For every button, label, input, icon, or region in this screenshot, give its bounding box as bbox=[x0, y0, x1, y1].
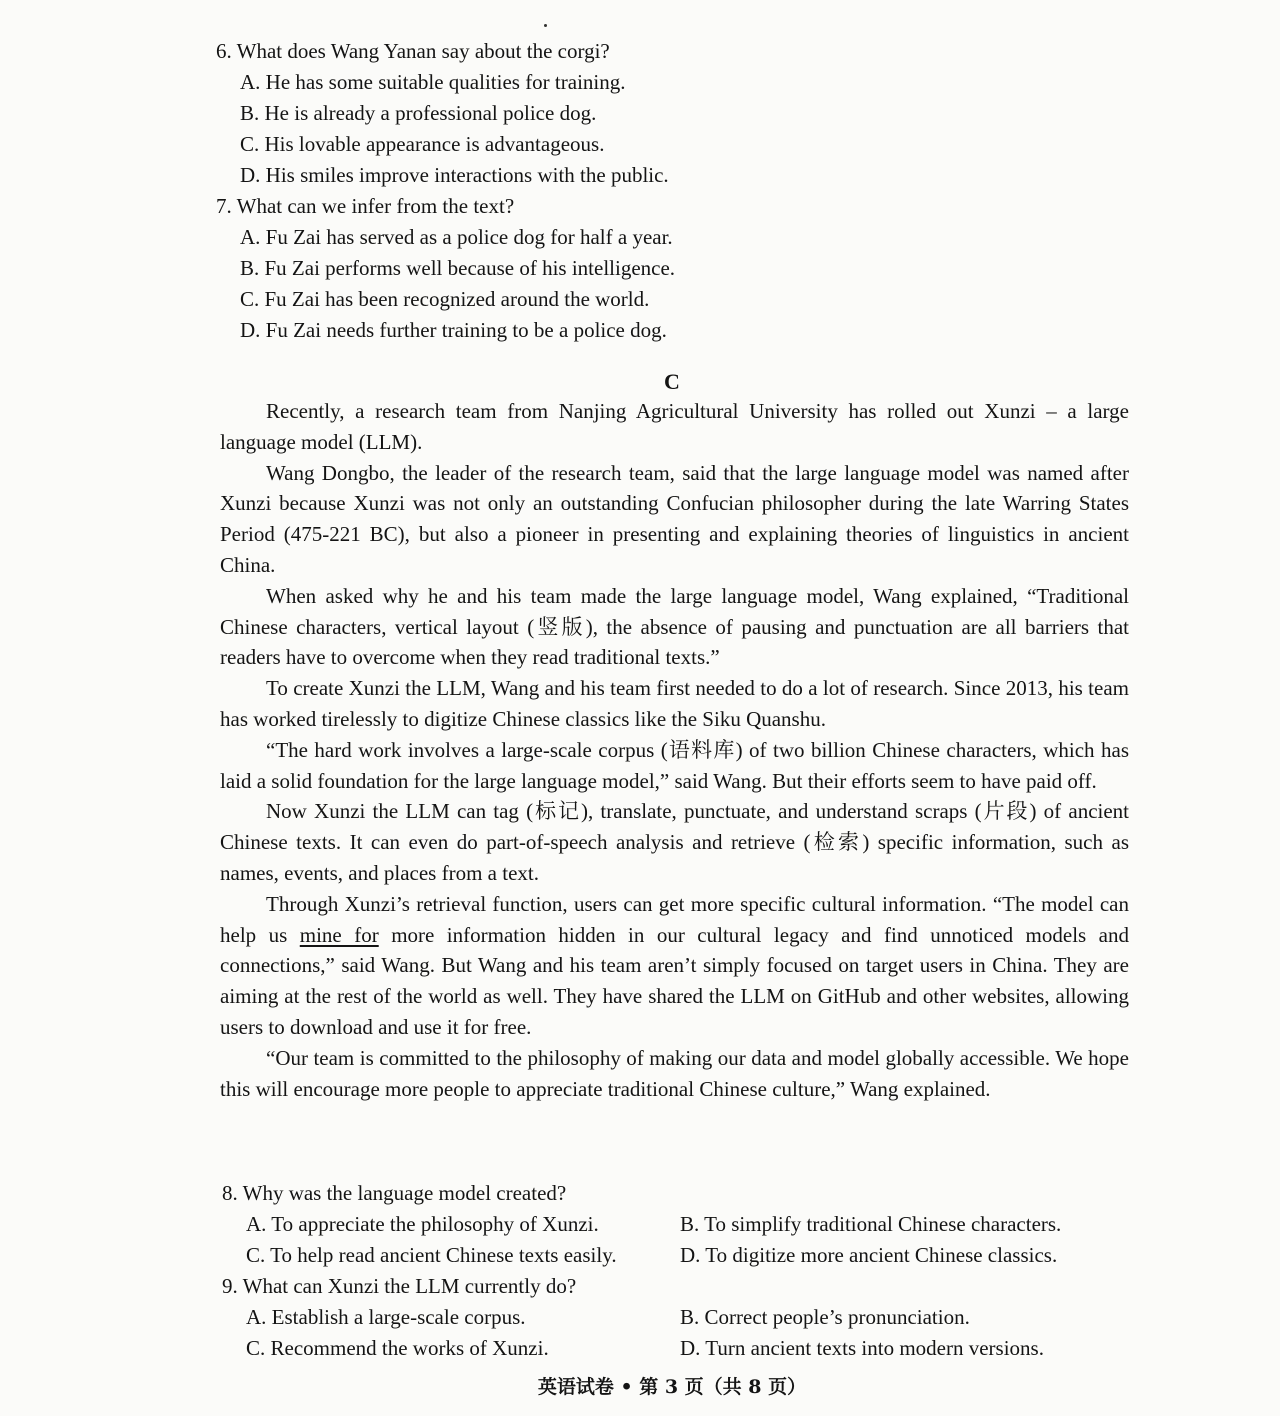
print-speck bbox=[544, 24, 547, 27]
option-a: A. He has some suitable qualities for training. bbox=[240, 70, 626, 94]
option-a: A. To appreciate the philosophy of Xunzi. bbox=[246, 1212, 599, 1236]
underlined-phrase: mine for bbox=[299, 922, 379, 947]
paragraph-7-text: more information hidden in our cultural legacy and find unnoticed models and connections,” said Wang. But Wang and his team aren’t simply focused on target users in China. They are aiming at the rest of the world as well. They have shared the LLM on GitHub and other websites, allowing users to download and use it for free. bbox=[220, 922, 1129, 1039]
paragraph-7 bbox=[220, 889, 1129, 1043]
option-row bbox=[222, 1209, 1162, 1240]
reading-passage bbox=[220, 396, 1129, 1104]
option-a: A. Fu Zai has served as a police dog for half a year. bbox=[240, 225, 673, 249]
option-row bbox=[222, 1240, 1162, 1271]
paragraph-5: “The hard work involves a large-scale corpus (语料库) of two billion Chinese characters, which has laid a solid foundation for the large language model,” said Wang. But their efforts seem to have paid off. bbox=[220, 737, 1129, 793]
paragraph-8: “Our team is committed to the philosophy of making our data and model globally accessible. We hope this will encourage more people to appreciate traditional Chinese culture,” Wang explained. bbox=[220, 1045, 1129, 1101]
option-c: C. His lovable appearance is advantageous. bbox=[240, 132, 605, 156]
question-stem: 6. What does Wang Yanan say about the corgi? bbox=[216, 39, 610, 63]
paragraph-3: When asked why he and his team made the large language model, Wang explained, “Traditional Chinese characters, vertical layout (竖版), the absence of pausing and punctuation are all barriers that readers have to overcome when they read traditional texts.” bbox=[220, 583, 1129, 670]
option-c: C. Recommend the works of Xunzi. bbox=[246, 1336, 549, 1360]
question-8-stem: 8. Why was the language model created? bbox=[222, 1181, 567, 1205]
paragraph-1: Recently, a research team from Nanjing Agricultural University has rolled out Xunzi – a large language model (LLM). bbox=[220, 399, 1129, 454]
section-heading: C bbox=[664, 369, 680, 394]
question-7-stem: 7. What can we infer from the text? bbox=[216, 194, 515, 218]
option-b: B. To simplify traditional Chinese characters. bbox=[680, 1212, 1062, 1236]
option-b: B. Correct people’s pronunciation. bbox=[680, 1305, 970, 1329]
paragraph-7-text: Through Xunzi’s retrieval function, users can get more specific cultural information. “The model can help us bbox=[220, 891, 1129, 947]
option-row bbox=[222, 1302, 1162, 1333]
option-c: C. Fu Zai has been recognized around the world. bbox=[240, 287, 650, 311]
option-a: A. Establish a large-scale corpus. bbox=[246, 1305, 526, 1329]
option-d: D. Fu Zai needs further training to be a police dog. bbox=[240, 318, 667, 342]
option-d: D. His smiles improve interactions with the public. bbox=[240, 163, 669, 187]
option-d: D. To digitize more ancient Chinese classics. bbox=[680, 1243, 1058, 1267]
option-row bbox=[222, 1333, 1162, 1364]
question-6 bbox=[216, 36, 916, 346]
questions-8-9 bbox=[222, 1178, 1162, 1364]
option-b: B. He is already a professional police dog. bbox=[240, 101, 597, 125]
paragraph-2: Wang Dongbo, the leader of the research team, said that the large language model was named after Xunzi because Xunzi was not only an outstanding Confucian philosopher during the late Warring States Period (475-221 BC), but also a pioneer in presenting and explaining theories of linguistics in ancient China. bbox=[220, 460, 1129, 577]
option-c: C. To help read ancient Chinese texts easily. bbox=[246, 1243, 617, 1267]
option-b: B. Fu Zai performs well because of his intelligence. bbox=[240, 256, 676, 280]
question-9-stem: 9. What can Xunzi the LLM currently do? bbox=[222, 1274, 577, 1298]
page-footer: 英语试卷 • 第 3 页（共 8 页） bbox=[537, 1376, 807, 1398]
paragraph-6: Now Xunzi the LLM can tag (标记), translate, punctuate, and understand scraps (片段) of ancient Chinese texts. It can even do part-of-speech analysis and retrieve (检索) specific information, such as names, events, and places from a text. bbox=[220, 799, 1129, 885]
paragraph-4: To create Xunzi the LLM, Wang and his team first needed to do a lot of research. Since 2013, his team has worked tirelessly to digitize Chinese classics like the Siku Quanshu. bbox=[220, 676, 1129, 731]
option-d: D. Turn ancient texts into modern versions. bbox=[680, 1336, 1044, 1360]
